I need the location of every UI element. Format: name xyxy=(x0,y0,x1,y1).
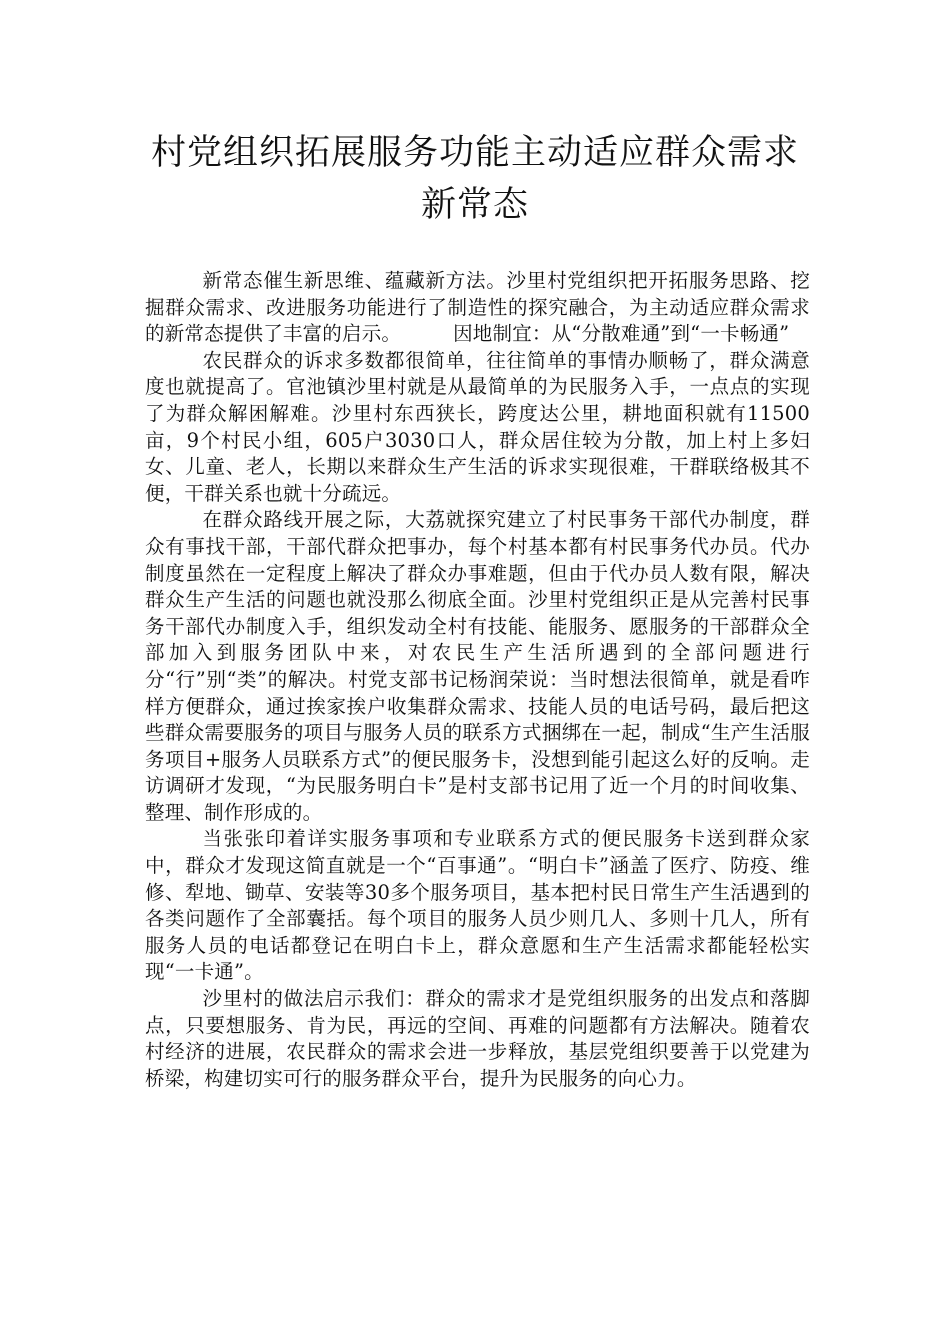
document-title xyxy=(100,127,850,231)
paragraph: 在群众路线开展之际，大荔就探究建立了村民事务干部代办制度，群众有事找干部，干部代群众把事办，每个村基本都有村民事务代办员。代办制度虽然在一定程度上解决了群众办事难题，但由于代办员人数有限，解决群众生产生活的问题也就没那么彻底全面。沙里村党组织正是从完善村民事务干部代办制度入手，组织发动全村有技能、能服务、愿服务的干部群众全部加入到服务团队中来，对农民生产生活所遇到的全部问题进行分“行”别“类”的解决。村党支部书记杨润荣说：当时想法很简单，就是看咋样方便群众，通过挨家挨户收集群众需求、技能人员的电话号码，最后把这些群众需要服务的项目与服务人员的联系方式捆绑在一起，制成“生产生活服务项目+服务人员联系方式”的便民服务卡，没想到能引起这么好的反响。走访调研才发现，“为民服务明白卡”是村支部书记用了近一个月的时间收集、整理、制作形成的。 xyxy=(145,508,810,824)
paragraph: 农民群众的诉求多数都很简单，往往简单的事情办顺畅了，群众满意度也就提高了。官池镇沙里村就是从最简单的为民服务入手，一点点的实现了为群众解困解难。沙里村东西狭长，跨度达公里，耕地面积就有11500亩，9个村民小组，605户3030口人，群众居住较为分散，加上村上多妇女、儿童、老人，长期以来群众生产生活的诉求实现很难，干群联络极其不便，干群关系也就十分疏远。 xyxy=(145,348,810,505)
document-body xyxy=(145,268,810,1092)
paragraph-intro xyxy=(145,268,810,348)
title-line-2: 新常态 xyxy=(420,185,529,225)
paragraph: 当张张印着详实服务事项和专业联系方式的便民服务卡送到群众家中，群众才发现这简直就是一个“百事通”。“明白卡”涵盖了医疗、防疫、维修、犁地、锄草、安装等30多个服务项目，基本把村民日常生产生活遇到的各类问题作了全部囊括。每个项目的服务人员少则几人、多则十几人，所有服务人员的电话都登记在明白卡上，群众意愿和生产生活需求都能轻松实现“一卡通”。 xyxy=(145,827,810,984)
section-subhead: 因地制宜：从“分散难通”到“一卡畅通” xyxy=(453,322,790,346)
paragraph: 沙里村的做法启示我们：群众的需求才是党组织服务的出发点和落脚点，只要想服务、肯为民，再远的空间、再难的问题都有方法解决。随着农村经济的进展，农民群众的需求会进一步释放，基层党组织要善于以党建为桥梁，构建切实可行的服务群众平台，提升为民服务的向心力。 xyxy=(145,987,810,1090)
title-line-1: 村党组织拓展服务功能主动适应群众需求 xyxy=(150,133,799,173)
paragraph-intro-text: 新常态催生新思维、蕴藏新方法。沙里村党组织把开拓服务思路、挖掘群众需求、改进服务功能进行了制造性的探究融合，为主动适应群众需求的新常态提供了丰富的启示。 xyxy=(145,269,810,346)
